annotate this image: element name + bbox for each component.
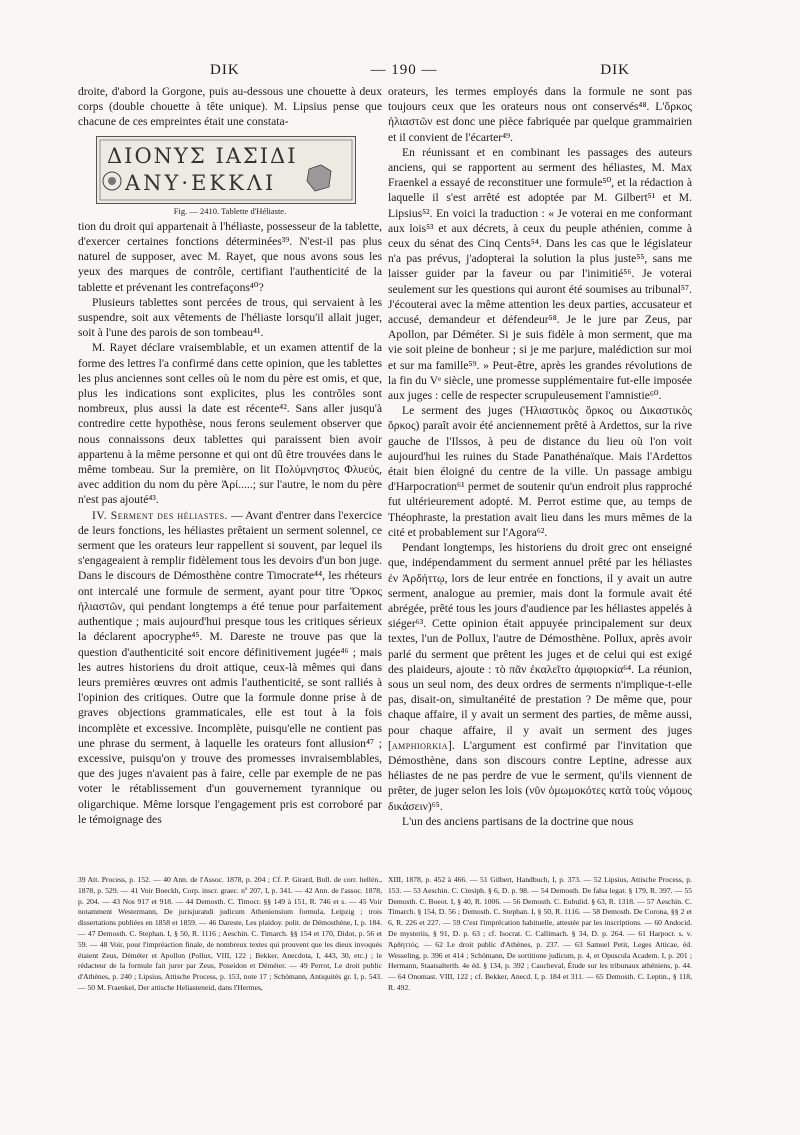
tablet-figure — [96, 136, 356, 204]
section-text: — Avant d'entrer dans l'exercice de leurs fonctions, les héliastes prêtaient un serment solennel, ce serment que les orateurs leur rappellent si souvent, par lequel ils s'engageaient à remplir fidèlement tous les devoirs d'un bon juge. Dans le discours de Démosthène contre Timocrate⁴⁴, les rhéteurs ont intercalé une formule de serment, ayant pour titre Ὅρκος ἡλιαστῶν, qui pendant longtemps a été tenue pour parfaitement authentique ; mais aujourd'hui presque tous les critiques sérieux la déclarent apocryphe⁴⁵. M. Dareste ne trouve pas que la question d'authenticité soit encore définitivement jugée⁴⁶ ; mais les autres historiens du droit attique, ceux-là mêmes qui dans leurs premières œuvres ont admis l'authenticité, se sont ralliés à l'opinion des critiques. Outre que la formule donne prise à de graves objections grammaticales, elle est tout à la fois incomplète et excessive. Incomplète, puisqu'elle ne contient pas une phrase du serment, à laquelle les orateurs font allusion⁴⁷ ; excessive, puisqu'on y trouve des promesses invraisemblables, que des juges n'avaient pas à faire, celle par exemple de ne pas voter le rétablissement d'un gouvernement tyrannique ou oligarchique. Même lorsque l'engagement pris est corroboré par le témoignage des — [78, 508, 382, 826]
paragraph: En réunissant et en combinant les passages des auteurs anciens, qui se rapportent au serment des héliastes, M. Max Fraenkel a essayé de reconstituer une formule⁵⁰, et la rédaction à laquelle il s'est arrêté est adoptée par M. Gilbert⁵¹ et M. Lipsius⁵². En voici la traduction : « Je voterai en me conformant aux lois⁵³ et aux décrets, à ceux du peuple athénien, comme à ceux du sénat des Cinq Cents⁵⁴. Dans les cas que le législateur n'a pas prévus, j'adopterai la solution la plus juste⁵⁵, sans me laisser guider par la faveur ou par l'inimitié⁵⁶. Je voterai seulement sur les questions qui auront été soumises au tribunal⁵⁷. J'écouterai avec la même attention les deux parties, accusateur et accusé, demandeur et défendeur⁵⁸. Je le jure par Zeus, par Apollon, par Déméter. Si je suis fidèle à mon serment, que ma vie soit pleine de bonheur ; si je me parjure, malédiction sur moi et sur ma famille⁵⁹. » Peut-être, après les grandes révolutions de la fin du Vᵉ siècle, une promesse supplémentaire fut-elle imposée aux juges : celle de respecter scrupuleusement l'amnistie⁶⁰. — [388, 145, 692, 403]
footnote-text: 39 Att. Process, p. 152. — 40 Ann. de l'Assoc. 1878, p. 204 ; Cf. P. Girard, Bull. de corr. hellén., 1878, p. 529. — 41 Voir Boeckh, Corp. inscr. graec. nº 207, I, p. 341. — 42 Ann. de l'assoc. 1878, p. 204. — 43 Nos 917 et 918. — 44 Demosth. C. Timocr. §§ 149 à 151, R. 746 et s. — 45 Voir notamment Westermann, De jurisjurandi judicum Atheniensium formula, Leipzig ; trois dissertations publiées en 1858 et 1859. — 46 Dareste, Les plaidoy. polit. de Démosthène, I, p. 184. — 47 Demosth. C. Stephan. I, § 50, R. 1116 ; Aeschin. C. Timarch. §§ 154 et 170, Didot, p. 56 et 59. — 48 Voir, pour l'impréaction finale, de nombreux textes qui prouvent que les dieux invoqués étaient Zeus, Déméter et Apollon (Pollux, VIII, 122 ; Bekker, Anecdota, I, 443, 30, etc.) ; le rédacteur de la formule fait jurer par Zeus, Poseidon et Déméter. — 49 Perrot, Le droit public d'Athènes, p. 240 ; Lipsius, Attische Process, p. 153, note 17 ; Schömann, Antiquités gr. I, p. 543. — 50 M. Fraenkel, Der attische Heliasteneid, dans l'Hermes, — [78, 875, 382, 992]
paragraph: L'un des anciens partisans de la doctrine que nous — [402, 814, 634, 828]
page-number: — 190 — — [370, 62, 438, 78]
header-right: DIK — [600, 62, 630, 78]
section-paragraph — [78, 508, 382, 827]
footnote-text: XIII, 1878, p. 452 à 466. — 51 Gilbert, Handbuch, I, p. 373. — 52 Lipsius, Attische Process, p. 153. — 53 Aeschin. C. Ctesiph. § 6, D. p. 98. — 54 Demosth. De falsa legat. § 179, R. 397. — 55 Demosth. C. Boeot. I, § 40, R. 1006. — 56 Demosth. C. Eubulid. § 63, R. 1318. — 57 Aeschin. C. Timarch. § 154, D. 56 ; Demosth. C. Stephan. I, § 50, R. 1116. — 58 Demosth. De Corona, §§ 2 et 6, R. 226 et 227. — 59 C'est l'imprécation habituelle, attestée par les inscriptions. — 60 Andocid. De mysteriis, § 91, D. p. 63 ; cf. Isocrat. C. Callimach. § 34, D. p. 264. — 61 Harpocr. s. v. Ἀρδηττός. — 62 Le droit public d'Athènes, p. 237. — 63 Samuel Petit, Leges Atticae, éd. Wesseling, p. 396 et 414 ; Schömann, De sortitione judicum, p. 4, et Opuscula Academ. I, p. 201 ; Hermann, Staatsalterth. 4e éd. § 134, p. 392 ; Caucheval, Étude sur les tribunaux athéniens, p. 44. — 64 Onomast. VIII, 122 ; cf. Bekker, Anecd. I, p. 184 et 311. — 65 Demosth. C. Leptin., § 118, R. 492. — [388, 875, 692, 992]
section-heading: IV. Serment des héliastes. — [92, 508, 228, 522]
paragraph: tion du droit qui appartenait à l'héliaste, possesseur de la tablette, d'exercer certaines fonctions déterminées³⁹. N'est-il pas plus naturel de supposer, avec M. Rayet, que nous avons sous les yeux des marques de contrôle, certifiant l'authenticité de la tablette et prévenant les contrefaçons⁴⁰? — [78, 219, 382, 294]
paragraph: droite, d'abord la Gorgone, puis au-dessous une chouette à deux corps (double chouette à tête unique). M. Lipsius pense que chacune de ces empreintes était une constata- — [78, 85, 382, 129]
paragraph-text: Pendant longtemps, les historiens du droit grec ont enseigné que, indépendamment du serment annuel prêté par les héliastes ἐν Ἀρδήττῳ, lors de leur entrée en fonctions, il y avait un autre serment, analogue au premier, mais dont la formule avait été abrégée, prêté tous les jours d'audience par les héliastes appelés à siéger⁶³. Cette opinion était appuyée principalement sur deux textes, l'un de Pollux, l'autre de Démosthène. Pollux, après avoir parlé du serment que prêtent les juges et de celui qui est exigé des plaideurs, ajoute : τὸ πᾶν ἐκαλεῖτο ἀμφιορκία⁶⁴. La réunion, sous un seul nom, des deux ordres de serments n'implique-t-elle pas, disait-on, simultanéité de prestation ? De même que, pour chaque affaire, il y avait un serment des parties, de même aussi, pour chaque affaire, il y avait un serment des juges [ — [388, 541, 692, 752]
cross-reference: amphiorkia — [391, 738, 448, 752]
footnotes-right — [388, 875, 692, 994]
paragraph-text: ]. L'argument est confirmé par l'invitation que Démosthène, dans son discours contre Leptine, adresse aux héliastes de ne pas perdre de vue le serment, qu'ils viennent de prêter, de juger selon les lois (νῦν ὀμωμοκότες κατὰ τοὺς νόμους δικάσειν)⁶⁵. — [388, 738, 692, 813]
paragraph: Le serment des juges (Ἡλιαστικὸς ὅρκος ou Δικαστικὸς ὅρκος) paraît avoir été anciennement prêté à Ardettos, sur la rive gauche de l'Ilssos, à peu de distance du lieu où l'on voit aujourd'hui les ruines du Stade Panathénaïque. Mais l'Ardettos était bien éloigné du centre de la ville. Un passage ambigu d'Harpocration⁶¹ permet de soutenir qu'un endroit plus rapproché fut ultérieurement adopté. M. Perrot estime que, au temps de Théophraste, la prestation avait lieu dans les murs mêmes de la cité et probablement sur l'Agora⁶². — [388, 404, 692, 539]
paragraph: Plusieurs tablettes sont percées de trous, qui servaient à les suspendre, soit aux vêtements de l'héliaste lorsqu'il allait juger, soit à l'une des parois de son tombeau⁴¹. — [78, 295, 382, 340]
footnotes-left — [78, 875, 382, 994]
paragraph: M. Rayet déclare vraisemblable, et un examen attentif de la forme des lettres l'a confirmé dans cette opinion, que les tablettes les plus anciennes sont celles où le nom du père est omis, et que, plus les indications sont explicites, plus les contrôles sont nombreux, plus aussi la date est récente⁴². Sans aller jusqu'à contredire cette hypothèse, nous ferons seulement observer que nous connaissons deux tablettes qui paraissent bien avoir appartenu à la même personne et qui ont dû être trouvées dans le même tombeau. Sur la première, on lit Πολύμνηστος Φλυεύς, avec addition du nom du père Ἀρί.....; sur l'autre, le nom du père n'est pas ajouté⁴³. — [78, 341, 382, 507]
tablet-drawing — [97, 137, 355, 203]
tablet-line-2: ΑΝΥ·ΕΚΚΛΙ — [125, 170, 277, 195]
paragraph: orateurs, les termes employés dans la formule ne sont pas toujours ceux que les orateurs nous ont conservés⁴⁸. L'ὅρκος ἡλιαστῶν est donc une pièce fabriquée par quelque grammairien et il convient de l'écarter⁴⁹. — [388, 85, 692, 144]
right-column — [388, 84, 692, 829]
left-column — [78, 84, 382, 827]
header-left: DIK — [210, 62, 240, 78]
tablet-line-1: ΔΙΟΝΥΣ ΙΑΣΙΔΙ — [107, 143, 298, 168]
paragraph — [388, 540, 692, 814]
running-header — [78, 62, 730, 82]
figure-caption: Fig. — 2410. Tablette d'Héliaste. — [173, 205, 287, 216]
